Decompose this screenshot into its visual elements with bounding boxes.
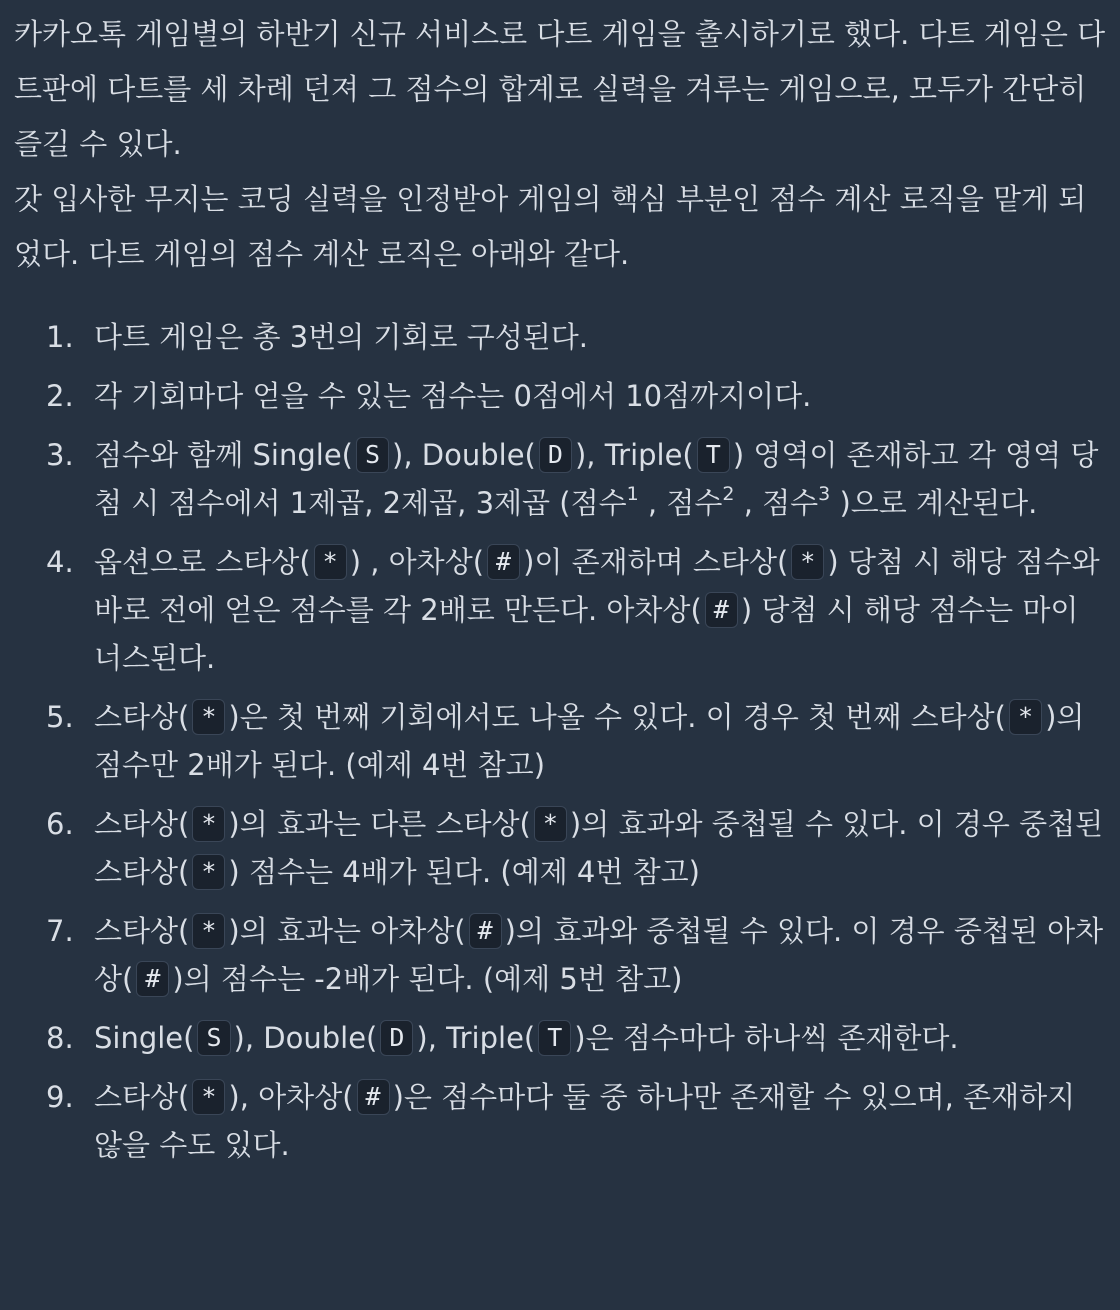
text-segment: )은 점수마다 하나씩 존재한다. <box>574 1021 959 1055</box>
rule-number: 2. <box>46 379 74 413</box>
rule-text <box>94 914 1103 996</box>
code-star: * <box>192 699 225 735</box>
rule-text <box>94 438 1098 520</box>
text-segment: )의 효과는 다른 스타상( <box>228 807 531 841</box>
intro-paragraph-1: 카카오톡 게임별의 하반기 신규 서비스로 다트 게임을 출시하기로 했다. 다트 게임은 다트판에 다트를 세 차례 던져 그 점수의 합계로 실력을 겨루는 게임으로, 모두가 간단히 즐길 수 있다. <box>14 17 1106 161</box>
text-segment: ) 영역이 존재하고 각 영역 당첨 시 점수에서 1제곱, 2제곱, 3제곱 (점수 <box>94 438 1099 520</box>
text-segment: )은 첫 번째 기회에서도 나올 수 있다. 이 경우 첫 번째 스타상( <box>228 700 1006 734</box>
text-segment: )으로 계산된다. <box>830 486 1038 520</box>
text-segment: ), Triple( <box>574 438 694 472</box>
rule-number: 6. <box>46 807 74 841</box>
text-segment: , 점수 <box>734 486 819 520</box>
superscript-3: 3 <box>818 483 831 505</box>
code-star: * <box>192 806 225 842</box>
text-segment: )의 효과는 아차상( <box>228 914 466 948</box>
rule-number: 1. <box>46 320 74 354</box>
code-double: D <box>539 437 572 473</box>
rule-5 <box>14 693 1106 789</box>
code-single: S <box>197 1020 230 1056</box>
text-segment: )의 점수만 2배가 된다. (예제 4번 참고) <box>94 700 1085 782</box>
rule-6 <box>14 800 1106 896</box>
text-segment: ), Double( <box>392 438 536 472</box>
text-segment: Single( <box>94 1021 195 1055</box>
code-star: * <box>1009 699 1042 735</box>
rule-text <box>94 1021 959 1055</box>
text-segment: 스타상( <box>94 1080 190 1114</box>
intro-paragraph-2: 갓 입사한 무지는 코딩 실력을 인정받아 게임의 핵심 부분인 점수 계산 로직을 맡게 되었다. 다트 게임의 점수 계산 로직은 아래와 같다. <box>14 182 1087 271</box>
code-triple: T <box>538 1020 571 1056</box>
rule-text <box>94 545 1100 675</box>
text-segment: ) 당첨 시 해당 점수는 마이너스된다. <box>94 593 1079 675</box>
rule-text: 각 기회마다 얻을 수 있는 점수는 0점에서 10점까지이다. <box>94 379 812 413</box>
code-single: S <box>356 437 389 473</box>
text-segment: ) , 아차상( <box>349 545 485 579</box>
text-segment: ), 아차상( <box>228 1080 354 1114</box>
text-segment: )의 효과와 중첩될 수 있다. 이 경우 중첩된 스타상( <box>94 807 1104 889</box>
rule-text <box>94 807 1103 889</box>
rule-number: 3. <box>46 438 74 472</box>
rule-text <box>94 1080 1075 1162</box>
rule-number: 7. <box>46 914 74 948</box>
code-hash: # <box>357 1079 390 1115</box>
rule-9 <box>14 1073 1106 1169</box>
text-segment: ), Triple( <box>416 1021 536 1055</box>
text-segment: 스타상( <box>94 914 190 948</box>
code-star: * <box>192 1079 225 1115</box>
rule-3 <box>14 431 1106 527</box>
code-star: * <box>791 544 824 580</box>
rule-number: 5. <box>46 700 74 734</box>
text-segment: )이 존재하며 스타상( <box>523 545 789 579</box>
code-hash: # <box>136 961 169 997</box>
text-segment: 스타상( <box>94 700 190 734</box>
rule-8 <box>14 1014 1106 1062</box>
text-segment: ) 당첨 시 해당 점수와 바로 전에 얻은 점수를 각 2배로 만든다. 아차상( <box>94 545 1100 627</box>
rule-text <box>94 700 1084 782</box>
text-segment: 점수와 함께 Single( <box>94 438 353 472</box>
rule-number: 9. <box>46 1080 74 1114</box>
rule-4 <box>14 538 1106 682</box>
text-segment: ) 점수는 4배가 된다. (예제 4번 참고) <box>228 855 700 889</box>
text-segment: )의 효과와 중첩될 수 있다. 이 경우 중첩된 아차상( <box>94 914 1104 996</box>
text-segment: 옵션으로 스타상( <box>94 545 311 579</box>
rule-number: 4. <box>46 545 74 579</box>
code-hash: # <box>487 544 520 580</box>
code-double: D <box>380 1020 413 1056</box>
code-hash: # <box>705 592 738 628</box>
text-segment: ), Double( <box>233 1021 378 1055</box>
rules-list <box>14 313 1106 1169</box>
code-star: * <box>314 544 347 580</box>
code-star: * <box>534 806 567 842</box>
code-triple: T <box>697 437 730 473</box>
rule-1 <box>14 313 1106 361</box>
rule-2 <box>14 372 1106 420</box>
rule-text: 다트 게임은 총 3번의 기회로 구성된다. <box>94 320 588 354</box>
text-segment: 스타상( <box>94 807 190 841</box>
code-hash: # <box>469 913 502 949</box>
text-segment: )의 점수는 -2배가 된다. (예제 5번 참고) <box>172 962 683 996</box>
rule-number: 8. <box>46 1021 74 1055</box>
code-star: * <box>192 913 225 949</box>
code-star: * <box>192 854 225 890</box>
text-segment: , 점수 <box>638 486 723 520</box>
superscript-1: 1 <box>626 483 639 505</box>
superscript-2: 2 <box>722 483 735 505</box>
text-segment: )은 점수마다 둘 중 하나만 존재할 수 있으며, 존재하지 않을 수도 있다. <box>94 1080 1076 1162</box>
rule-7 <box>14 907 1106 1003</box>
